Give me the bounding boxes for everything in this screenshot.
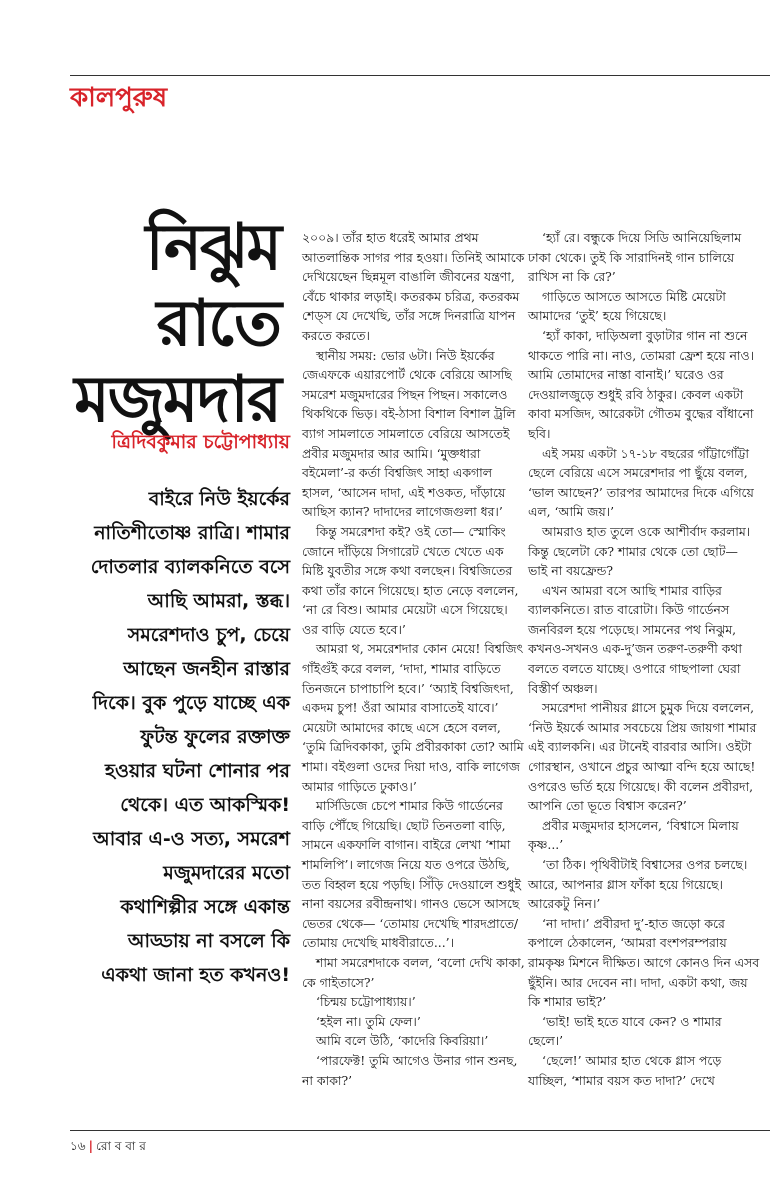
intro-line: আড্ডায় না বসলে কি bbox=[127, 930, 290, 952]
body-paragraph: আমরাও হাত তুলে ওকে আশীর্বাদ করলাম। কিন্তু ছেলেটা কে? শামার থেকে তো ছোট— ভাই না বয়ফ্রেন্ড? bbox=[528, 523, 751, 579]
magazine-name: রো ব বা র bbox=[95, 1139, 146, 1153]
footer-separator: | bbox=[88, 1139, 93, 1153]
intro-line: নাতিশীতোষ্ণ রাত্রি। শামার bbox=[94, 522, 290, 544]
bottom-rule bbox=[70, 1130, 770, 1131]
intro-line: দিকে। বুক পুড়ে যাচ্ছে এক bbox=[92, 692, 290, 714]
body-paragraph: এই সময় একটা ১৭-১৮ বছরের গাঁট্টাগোঁট্টা ছেলে বেরিয়ে এসে সমরেশদার পা ছুঁয়ে বলল, ‘ভাল আছেন?’ তারপর আমাদের দিকে এগিয়ে এল, ‘আমি জয়।’ bbox=[528, 445, 754, 520]
body-paragraph: ‘তা ঠিক। পৃথিবীটাই বিশ্বাসের ওপর চলছে। আরে, আপনার গ্লাস ফাঁকা হয়ে গিয়েছে। আরেকটু নিন।’ bbox=[528, 857, 748, 912]
body-paragraph: ‘চিন্ময় চট্টোপাধ্যায়।’ bbox=[316, 994, 416, 1010]
intro-line: আছেন জনহীন রাস্তার bbox=[123, 658, 290, 680]
page-footer bbox=[70, 1138, 146, 1158]
body-paragraph: স্থানীয় সময়: ভোর ৬টা। নিউ ইয়র্কের জেএফকে এয়ারপোর্ট থেকে বেরিয়ে আসছি সমরেশ মজুমদারের পিছন পিছন। সকালেও থিকথিকে ভিড়। বই-ঠাসা বিশাল বিশাল ট্রলি ব্যাগ সামলাতে সামলাতে বেরিয়ে আসতেই প্রবীর মজুমদার আর আমি। ‘মুক্তধারা বইমেলা’-র কর্তা বিশ্বজিৎ সাহা একগাল হাসল, ‘আসেন দাদা, এই শওকত, দাঁড়ায়ে আছিস ক্যান? দাদাদের লাগেজগুলা ধর।’ bbox=[302, 347, 516, 520]
top-rule bbox=[70, 75, 770, 76]
intro-line: হওয়ার ঘটনা শোনার পর bbox=[104, 760, 290, 782]
headline-line: রাতে bbox=[156, 287, 280, 361]
body-paragraph: কিন্তু সমরেশদা কই? ওই তো— স্মোকিং জোনে দাঁড়িয়ে সিগারেট খেতে খেতে এক মিষ্টি যুবতীর সঙ্গে কথা বলছেন। বিশ্বজিতের কথা তাঁর কানে গিয়েছে। হাত নেড়ে বললেন, ‘না রে বিশু। আমার মেয়েটা এসে গিয়েছে। ওর বাড়ি যেতে হবে।’ bbox=[302, 523, 519, 637]
body-paragraph: এখন আমরা বসে আছি শামার বাড়ির ব্যালকনিতে। রাত বারোটা। কিউ গার্ডেনস জনবিরল হয়ে পড়েছে। সামনের পথ নিঝুম, কখনও-সখনও এক-দু’জন তরুণ-তরুণী কথা বলতে বলতে যাচ্ছে। ওপারে গাছপালা ঘেরা বিস্তীর্ণ অঞ্চল। bbox=[528, 582, 742, 696]
headline-line: মজুমদার bbox=[74, 363, 280, 437]
body-paragraph: ‘পারফেক্ট! তুমি আগেও উনার গান শুনছ, না কাকা?’ bbox=[302, 1052, 518, 1088]
body-paragraph: ‘হ্যাঁ কাকা, দাড়িঅলা বুড়াটার গান না শুনে থাকতে পারি না। নাও, তোমরা ফ্রেশ হয়ে নাও। আমি তোমাদের নাস্তা বানাই।’ ঘরেও ওর দেওয়ালজুড়ে শুধুই রবি ঠাকুর। কেবল একটা কাবা মসজিদ, আরেকটা গৌতম বুদ্ধের বাঁধানো ছবি। bbox=[528, 327, 755, 441]
page-number: ১৬ bbox=[70, 1139, 86, 1153]
body-column-1 bbox=[302, 228, 527, 1090]
intro-line: কথাশিল্পীর সঙ্গে একান্ত bbox=[120, 896, 290, 918]
body-paragraph: আমরা থ, সমরেশদার কোন মেয়ে! বিশ্বজিৎ গাঁইগুঁই করে বলল, ‘দাদা, শামার বাড়িতে তিনজনে চাপাচাপি হবে।’ ‘অ্যাই বিশ্বজিৎদা, একদম চুপ! ওঁরা আমার বাসাতেই যাবে।’ মেয়েটা আমাদের কাছে এসে হেসে বলল, ‘তুমি ত্রিদিবকাকা, তুমি প্রবীরকাকা তো? আমি শামা। বইগুলা ওদের দিয়া দাও, বাকি লাগেজ আমার গাড়িতে ঢুকাও।’ bbox=[302, 641, 524, 794]
body-column-2 bbox=[528, 228, 760, 1090]
section-label: কালপুরুষ bbox=[70, 83, 168, 113]
byline: ত্রিদিবকুমার চট্টোপাধ্যায় bbox=[111, 431, 290, 453]
intro-line: মজুমদারের মতো bbox=[163, 862, 290, 884]
body-paragraph: সমরেশদা পানীয়র গ্লাসে চুমুক দিয়ে বললেন, ‘নিউ ইয়র্কে আমার সবচেয়ে প্রিয় জায়গা শামার এই ব্যালকনি। এর টানেই বারবার আসি। ওইটা গোরস্থান, ওখানে প্রচুর আত্মা বন্দি হয়ে আছে! ওপরেও ভর্তি হয়ে গিয়েছে। কী বলেন প্রবীরদা, আপনি তো ভূতে বিশ্বাস করেন?’ bbox=[528, 700, 757, 814]
body-paragraph: শামা সমরেশদাকে বলল, ‘বলো দেখি কাকা, কে গাইতাসে?’ bbox=[302, 954, 525, 990]
headline bbox=[70, 210, 280, 438]
body-paragraph: মার্সিডিজে চেপে শামার কিউ গার্ডেনের বাড়ি পৌঁছে গিয়েছি। ছোট তিনতলা বাড়ি, সামনে একফালি বাগান। বাইরে লেখা ‘শামা শামলিপি’। লাগেজ নিয়ে যত ওপরে উঠছি, তত বিহ্বল হয়ে পড়ছি। সিঁড়ি দেওয়ালে শুধুই নানা বয়সের রবীন্দ্রনাথ। গানও ভেসে আসছে ভেতর থেকে— ‘তোমায় দেখেছি শারদপ্রাতে/ তোমায় দেখেছি মাধবীরাতে...’। bbox=[302, 798, 521, 951]
intro-line: একথা জানা হত কখনও! bbox=[101, 964, 290, 986]
body-paragraph: ‘হইল না। তুমি ফেল।’ bbox=[316, 1013, 421, 1029]
body-paragraph: ‘ছেলে!’ আমার হাত থেকে গ্লাস পড়ে যাচ্ছিল, ‘শামার বয়স কত দাদা?’ দেখে bbox=[528, 1052, 722, 1088]
body-paragraph: ২০০৯। তাঁর হাত ধরেই আমার প্রথম আতলান্তিক সাগর পার হওয়া। তিনিই আমাকে দেখিয়েছেন ছিন্নমূল বাঙালি জীবনের যন্ত্রণা, বেঁচে থাকার লড়াই। কতরকম চরিত্র, কতরকম শেড্স যে দেখেছি, তাঁর সঙ্গে দিনরাত্রি যাপন করতে করতে। bbox=[302, 230, 525, 343]
body-paragraph: ‘ভাই! ভাই হতে যাবে কেন? ও শামার ছেলে।’ bbox=[528, 1013, 722, 1049]
intro-line: আবার এ-ও সত্য, সমরেশ bbox=[93, 828, 290, 850]
intro-line: আছি আমরা, স্তব্ধ। bbox=[147, 590, 290, 612]
body-paragraph: প্রবীর মজুমদার হাসলেন, ‘বিশ্বাসে মিলায় কৃষ্ণ...’ bbox=[528, 817, 739, 853]
body-paragraph: আমি বলে উঠি, ‘কাদেরি কিবরিয়া।’ bbox=[316, 1033, 489, 1049]
intro-pullquote bbox=[58, 482, 290, 992]
body-paragraph: ‘হ্যাঁ রে। বন্ধুকে দিয়ে সিডি আনিয়েছিলাম ঢাকা থেকে। তুই কি সারাদিনই গান চালিয়ে রাখিস না কি রে?’ bbox=[528, 230, 742, 285]
intro-line: ফুটন্ত ফুলের রক্তাক্ত bbox=[140, 726, 290, 748]
intro-line: দোতলার ব্যালকনিতে বসে bbox=[90, 556, 290, 578]
body-paragraph: গাড়িতে আসতে আসতে মিষ্টি মেয়েটা আমাদের ‘তুই’ হয়ে গিয়েছে। bbox=[528, 288, 726, 324]
intro-line: বাইরে নিউ ইয়র্কের bbox=[148, 488, 290, 510]
headline-line: নিঝুম bbox=[145, 211, 280, 285]
intro-line: থেকে। এত আকস্মিক! bbox=[120, 794, 290, 816]
intro-line: সমরেশদাও চুপ, চেয়ে bbox=[127, 624, 290, 646]
body-paragraph: ‘না দাদা।’ প্রবীরদা দু’-হাত জড়ো করে কপালে ঠেকালেন, ‘আমরা বংশপরম্পরায় রামকৃষ্ণ মিশনে দীক্ষিত। আগে কোনও দিন এসব ছুঁইনি। আর দেবেন না। দাদা, একটা কথা, জয় কি শামার ভাই?’ bbox=[528, 915, 760, 1010]
